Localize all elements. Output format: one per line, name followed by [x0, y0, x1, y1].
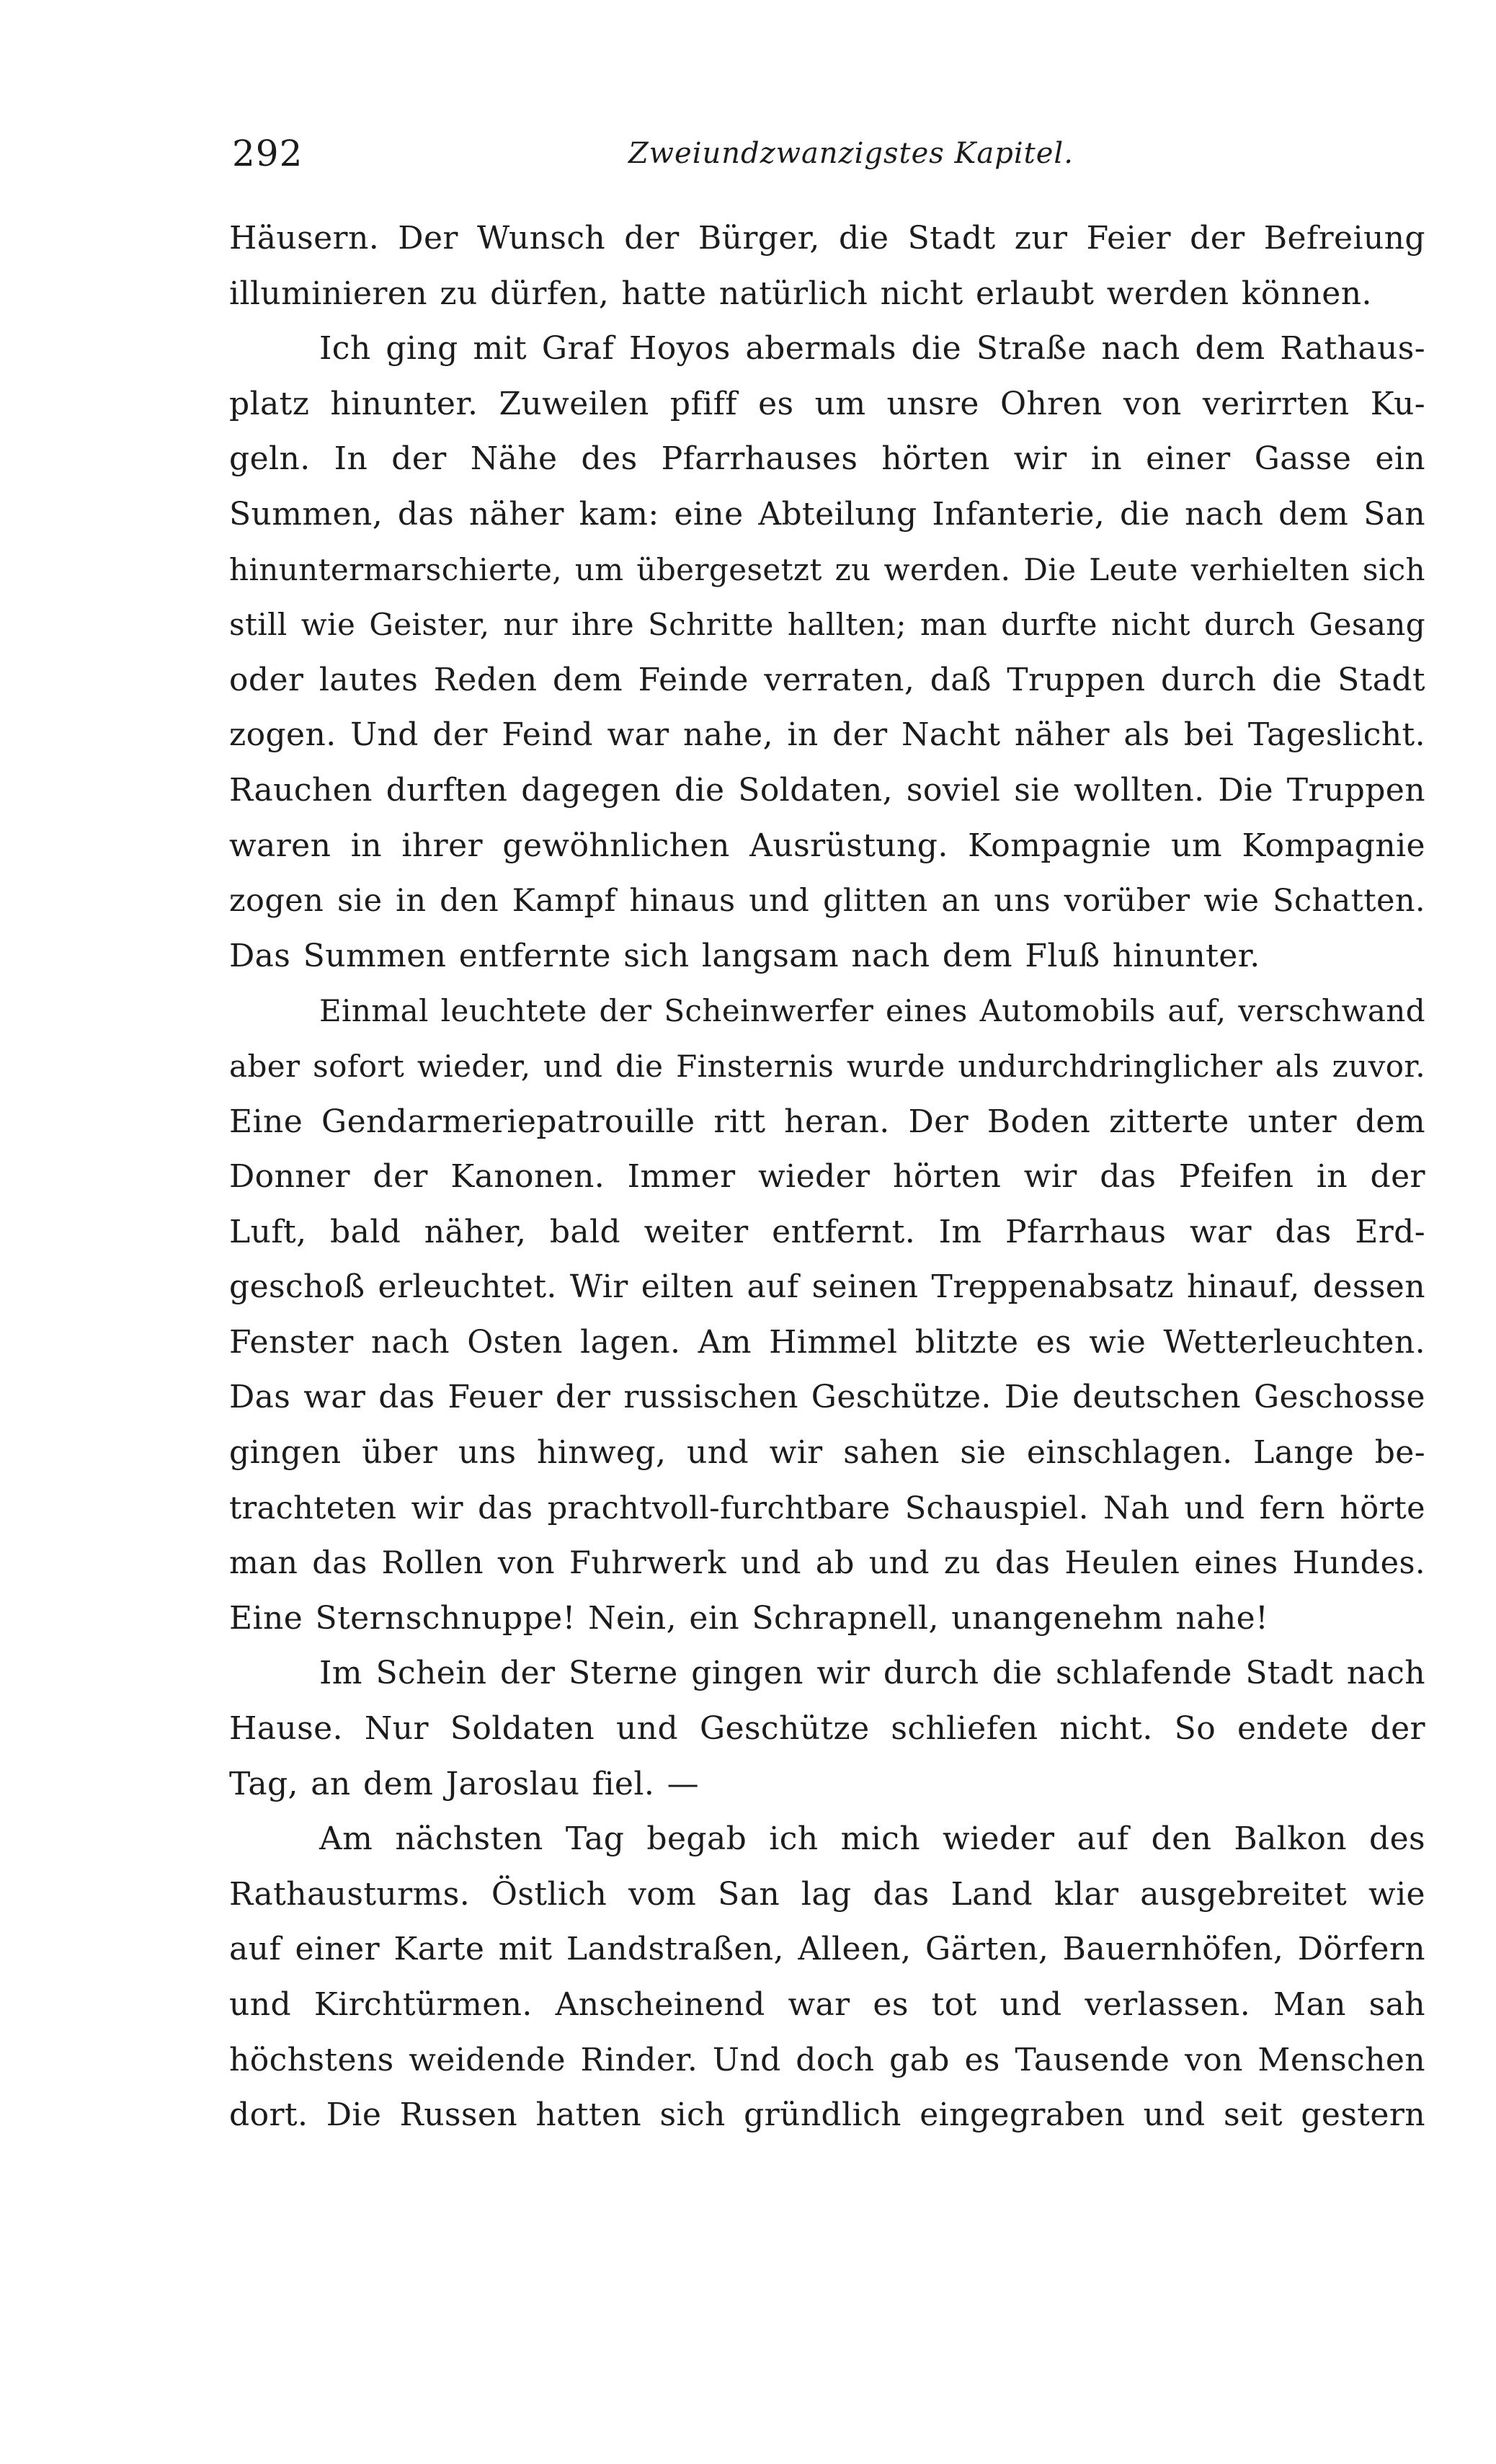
text-line: Luft, bald näher, bald weiter entfernt. Im Pfarrhaus war das Erd- [229, 1213, 1425, 1250]
text-line: Im Schein der Sterne gingen wir durch die schlafende Stadt nach [319, 1655, 1425, 1692]
text-line: Eine Sternschnuppe! Nein, ein Schrapnell, unangenehm nahe! [229, 1599, 1269, 1637]
text-line: man das Rollen von Fuhrwerk und ab und zu das Heulen eines Hundes. [229, 1545, 1425, 1582]
text-line: Häusern. Der Wunsch der Bürger, die Stadt zur Feier der Befreiung [229, 220, 1425, 257]
running-head [232, 128, 1428, 179]
page-number: 292 [232, 133, 303, 174]
text-line: Fenster nach Osten lagen. Am Himmel blitzte es wie Wetterleuchten. [229, 1323, 1425, 1361]
text-line: auf einer Karte mit Landstraßen, Alleen, Gärten, Bauernhöfen, Dörfern [229, 1931, 1425, 1968]
text-line: platz hinunter. Zuweilen pfiff es um unsre Ohren von verirrten Ku- [229, 385, 1425, 422]
text-line: dort. Die Russen hatten sich gründlich eingegraben und seit gestern [229, 2096, 1425, 2134]
text-line: Summen, das näher kam: eine Abteilung Infanterie, die nach dem San [229, 495, 1425, 533]
text-line: Am nächsten Tag begab ich mich wieder auf den Balkon des [319, 1820, 1425, 1858]
text-line: Hause. Nur Soldaten und Geschütze schliefen nicht. So endete der [229, 1710, 1425, 1748]
chapter-title: Zweiundzwanzigstes Kapitel. [628, 137, 1074, 170]
text-line: Das Summen entfernte sich langsam nach dem Fluß hinunter. [229, 937, 1260, 974]
text-line: oder lautes Reden dem Feinde verraten, daß Truppen durch die Stadt [229, 661, 1425, 698]
text-line: still wie Geister, nur ihre Schritte hallten; man durfte nicht durch Gesang [229, 607, 1425, 643]
body-text [229, 211, 1425, 2143]
text-line: gingen über uns hinweg, und wir sahen sie einschlagen. Lange be- [229, 1434, 1425, 1472]
text-line: geschoß erleuchtet. Wir eilten auf seinen Treppenabsatz hinauf, dessen [229, 1268, 1425, 1306]
text-line: trachteten wir das prachtvoll-furchtbare Schauspiel. Nah und fern hörte [229, 1490, 1425, 1526]
text-line: geln. In der Nähe des Pfarrhauses hörten wir in einer Gasse ein [229, 440, 1425, 478]
text-line: höchstens weidende Rinder. Und doch gab es Tausende von Menschen [229, 2041, 1425, 2078]
text-line: Rauchen durften dagegen die Soldaten, soviel sie wollten. Die Truppen [229, 771, 1425, 809]
text-line: und Kirchtürmen. Anscheinend war es tot und verlassen. Man sah [229, 1986, 1425, 2023]
text-line: Ich ging mit Graf Hoyos abermals die Straße nach dem Rathaus- [319, 330, 1425, 368]
text-line: Eine Gendarmeriepatrouille ritt heran. Der Boden zitterte unter dem [229, 1103, 1425, 1140]
text-line: waren in ihrer gewöhnlichen Ausrüstung. Kompagnie um Kompagnie [229, 827, 1425, 864]
text-line: hinuntermarschierte, um übergesetzt zu werden. Die Leute verhielten sich [229, 551, 1425, 587]
text-line: Donner der Kanonen. Immer wieder hörten wir das Pfeifen in der [229, 1158, 1425, 1196]
text-line: illuminieren zu dürfen, hatte natürlich nicht erlaubt werden können. [229, 275, 1372, 312]
text-line: Rathausturms. Östlich vom San lag das Land klar ausgebreitet wie [229, 1875, 1425, 1913]
text-line: aber sofort wieder, und die Finsternis wurde undurchdringlicher als zuvor. [229, 1048, 1425, 1084]
text-line: zogen sie in den Kampf hinaus und glitten an uns vorüber wie Schatten. [229, 883, 1425, 920]
text-line: Das war das Feuer der russischen Geschütze. Die deutschen Geschosse [229, 1379, 1425, 1416]
text-line: zogen. Und der Feind war nahe, in der Nacht näher als bei Tageslicht. [229, 716, 1425, 754]
text-line: Einmal leuchtete der Scheinwerfer eines Automobils auf, verschwand [319, 993, 1425, 1029]
text-line: Tag, an dem Jaroslau fiel. — [229, 1765, 700, 1802]
